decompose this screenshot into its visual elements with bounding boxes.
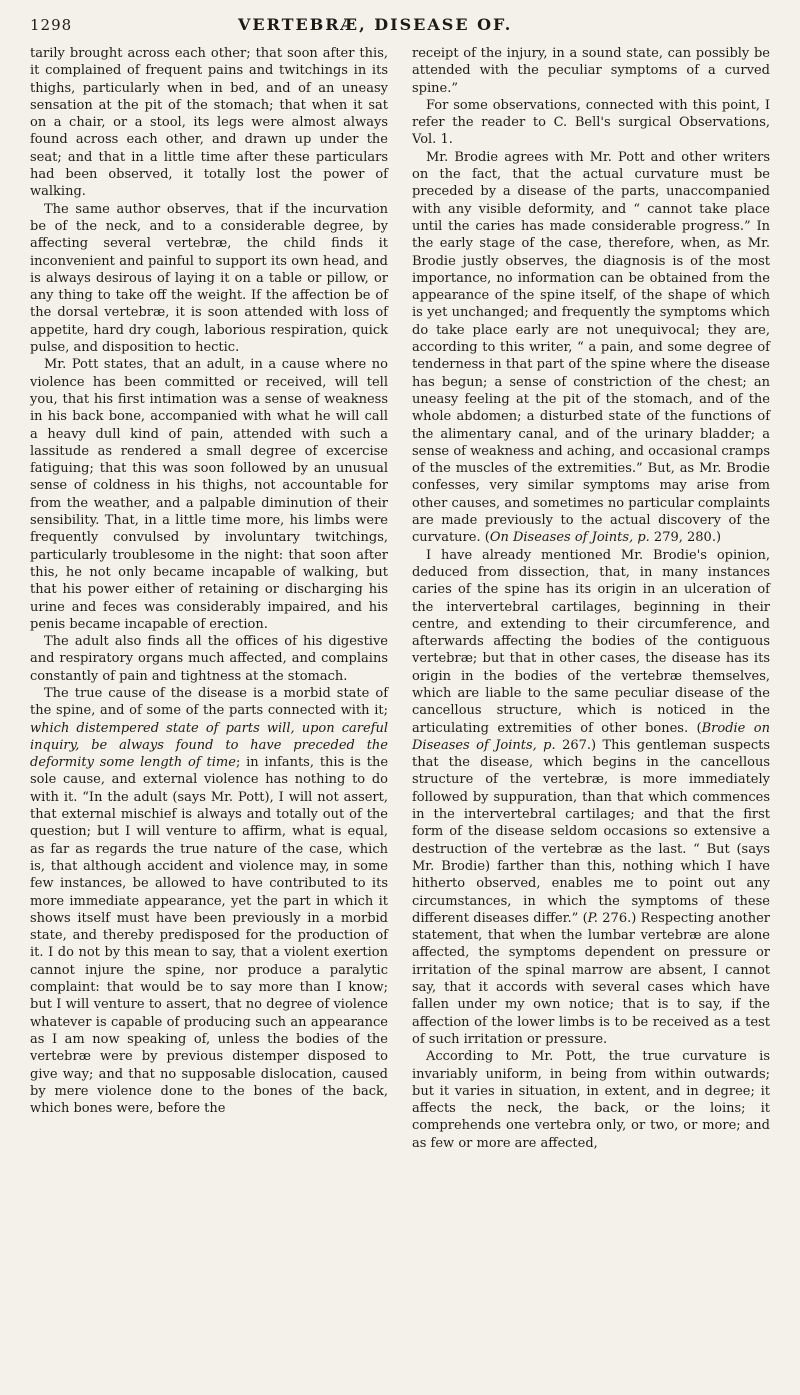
left-column: [30, 45, 388, 1117]
running-title: VERTEBRÆ, DISEASE OF.: [238, 15, 513, 34]
paragraph: According to Mr. Pott, the true curvature is invariably uniform, in being from within outwards; but it varies in situation, in extent, and in degree; it affects the neck, the back, or the loins; it comprehends one vertebra only, or two, or more; and as few or more are affected,: [412, 1049, 770, 1151]
text-run: 276.) Respecting another statement, that when the lumbar vertebræ are alone affected, the symptoms dependent on pressure or irritation of the spinal marrow are absent, I cannot say, that it accords with several cases which have fallen under my own notice; that is to say, if the affection of the lower limbs is to be received as a test of such irritation or pressure.: [412, 910, 770, 1047]
citation-italic: On Diseases of Joints, p.: [489, 530, 650, 546]
page-number: 1298: [30, 16, 73, 34]
paragraph: [30, 685, 388, 1117]
text-run: 267.) This gentleman suspects that the disease, which begins in the cancellous structure of the vertebræ, is more immediately followed by suppuration, than that which commences in the intervertebral cartilages; and that the first form of the disease seldom occasions so extensive a destruction of the vertebræ as the last. “ But (says Mr. Brodie) farther than this, nothing which I have hitherto observed, enables me to point out any circumstances, in which the symptoms of these different diseases differ.” (: [412, 737, 770, 926]
text-run: The true cause of the disease is a morbid state of the spine, and of some of the parts connected with it;: [30, 685, 388, 719]
page-header: [0, 14, 800, 38]
text-run: Mr. Brodie agrees with Mr. Pott and other writers on the fact, that the actual curvature must be preceded by a disease of the parts, unaccompanied with any visible deformity, and “ cannot take place until the caries has made considerable progress.” In the early stage of the case, therefore, when, as Mr. Brodie justly observes, the diagnosis is of the most importance, no information can be obtained from the appearance of the spine itself, of the shape of which is yet unchanged; and frequently the symptoms which do take place early are not unequivocal; they are, according to this writer, “ a pain, and some degree of tenderness in that part of the spine where the disease has begun; a sense of constriction of the chest; an uneasy feeling at the pit of the stomach, and of the whole abdomen; a disturbed state of the functions of the alimentary canal, and of the urinary bladder; a sense of weakness and aching, and occasional cramps of the muscles of the extremities.” But, as Mr. Brodie confesses, very similar symptoms may arise from other causes, and sometimes no particular complaints are made previously to the actual discovery of the curvature. (: [412, 149, 770, 546]
paragraph: [412, 149, 770, 547]
italic-text: which distempered state of parts will, upon careful inquiry, be always found to have preceded the deformity some length of time: [30, 720, 388, 771]
citation-italic: Brodie on Diseases of Joints, p.: [412, 720, 770, 753]
paragraph: receipt of the injury, in a sound state, can possibly be attended with the peculiar symptoms of a curved spine.”: [412, 46, 770, 96]
text-run: I have already mentioned Mr. Brodie's opinion, deduced from dissection, that, in many instances caries of the spine has its origin in an ulceration of the intervertebral cartilages, beginning in their centre, and extending to their circumference, and afterwards affecting the bodies of the contiguous vertebræ; but that in other cases, the disease has its origin in the bodies of the vertebræ themselves, which are liable to the same peculiar disease of the cancellous structure, which is noticed in the articulating extremities of other bones. (: [412, 547, 770, 736]
citation-italic: P.: [587, 910, 598, 926]
paragraph: The adult also finds all the offices of his digestive and respiratory organs much affected, and complains constantly of pain and tightness at the stomach.: [30, 634, 388, 684]
paragraph: The same author observes, that if the incurvation be of the neck, and to a considerable degree, by affecting several vertebræ, the child finds it inconvenient and painful to support its own head, and is always desirous of laying it on a table or pillow, or any thing to take off the weight. If the affection be of the dorsal vertebræ, it is soon attended with loss of appetite, hard dry cough, laborious respiration, quick pulse, and disposition to hectic.: [30, 201, 388, 356]
paragraph: Mr. Pott states, that an adult, in a cause where no violence has been committed or received, will tell you, that his first intimation was a sense of weakness in his back bone, accompanied with what he will call a heavy dull kind of pain, attended with such a lassitude as rendered a small degree of excercise fatiguing; that this was soon followed by an unusual sense of coldness in his thighs, not accountable for from the weather, and a palpable diminution of their sensibility. That, in a little time more, his limbs were frequently convulsed by involuntary twitchings, particularly troublesome in the night: that soon after this, he not only became incapable of walking, but that his power either of retaining or discharging his urine and feces was considerably impaired, and his penis became incapable of erection.: [30, 357, 388, 632]
right-column: [412, 45, 770, 1152]
paragraph: For some observations, connected with this point, I refer the reader to C. Bell's surgical Observations, Vol. 1.: [412, 97, 770, 148]
paragraph: tarily brought across each other; that soon after this, it complained of frequent pains and twitchings in its thighs, particularly when in bed, and of an uneasy sensation at the pit of the stomach; that when it sat on a chair, or a stool, its legs were almost always found across each other, and drawn up under the seat; and that in a little time after these particulars had been observed, it totally lost the power of walking.: [30, 46, 388, 200]
text-run: ; in infants, this is the sole cause, and external violence has nothing to do with it. “In the adult (says Mr. Pott), I will not assert, that external mischief is always and totally out of the question; but I will venture to affirm, what is equal, as far as regards the true nature of the case, which is, that although accident and violence may, in some few instances, be allowed to have contributed to its more immediate appearance, yet the part in which it shows itself must have been previously in a morbid state, and thereby predisposed for the production of it. I do not by this mean to say, that a violent exertion cannot injure the spine, nor produce a paralytic complaint: that would be to say more than I know; but I will venture to assert, that no degree of violence whatever is capable of producing such an appearance as I am now speaking of, unless the bodies of the vertebræ were by previous distemper disposed to give way; and that no supposable dislocation, caused by mere violence done to the bones of the back, which bones were, before the: [30, 755, 389, 1117]
paragraph: [412, 547, 770, 1049]
text-run: 279, 280.): [649, 530, 722, 546]
